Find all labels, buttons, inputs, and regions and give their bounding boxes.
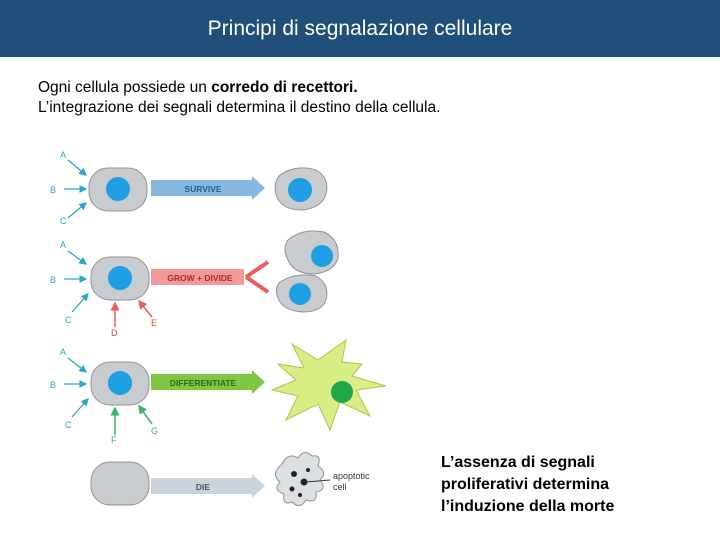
row-differentiate xyxy=(50,340,386,445)
apoptotic-fragment xyxy=(291,471,297,477)
signal-arrow-c xyxy=(72,399,88,417)
intro-line-2: L’integrazione dei segnali determina il destino della cellula. xyxy=(38,99,441,116)
nucleus xyxy=(108,371,132,395)
note-text xyxy=(441,452,681,518)
grow-divide-label: GROW + DIVIDE xyxy=(167,273,233,283)
cell xyxy=(91,462,149,505)
signal-arrow-a xyxy=(68,251,86,264)
nucleus xyxy=(331,381,353,403)
nucleus xyxy=(106,177,130,201)
row-die xyxy=(91,452,370,505)
cell-signaling-diagram xyxy=(0,140,420,520)
signal-arrow-c xyxy=(72,294,88,312)
nucleus xyxy=(108,266,132,290)
apoptotic-fragment xyxy=(306,468,310,472)
apoptotic-cell xyxy=(275,452,323,505)
signal-arrow-c xyxy=(68,203,86,218)
signal-arrow-a xyxy=(68,160,86,175)
signal-label-a: A xyxy=(60,347,67,357)
apoptotic-label-line-2: cell xyxy=(333,482,347,492)
note-line-2: proliferativi determina xyxy=(441,476,610,493)
divide-arrow-up xyxy=(246,262,268,277)
divide-arrow-down xyxy=(246,277,268,292)
signal-arrow-a xyxy=(68,358,86,372)
nucleus xyxy=(311,245,333,267)
signal-label-c: C xyxy=(60,216,67,226)
intro-text xyxy=(38,78,698,118)
signal-label-c: C xyxy=(65,315,72,325)
signal-label-d: D xyxy=(111,328,118,338)
signal-label-b: B xyxy=(50,275,57,285)
intro-line-1 xyxy=(38,78,698,98)
die-label: DIE xyxy=(195,482,211,492)
title-bar xyxy=(0,0,720,57)
signal-arrow-e xyxy=(139,301,152,317)
apoptotic-label-line-1: apoptotic xyxy=(333,471,370,481)
signal-label-a: A xyxy=(60,150,67,160)
signal-label-a: A xyxy=(60,240,67,250)
apoptotic-fragment xyxy=(290,487,295,492)
differentiated-cell xyxy=(272,340,386,430)
apoptotic-fragment xyxy=(298,493,302,497)
signal-label-b: B xyxy=(50,185,57,195)
signal-arrow-g xyxy=(139,406,152,424)
signal-label-b: B xyxy=(50,380,57,390)
note-line-3: l’induzione della morte xyxy=(441,498,615,515)
note-line-1: L’assenza di segnali xyxy=(441,454,595,471)
nucleus xyxy=(289,283,311,305)
page-title: Principi di segnalazione cellulare xyxy=(207,17,513,40)
signal-label-c: C xyxy=(65,420,72,430)
signal-label-g: G xyxy=(151,426,159,436)
signal-label-e: E xyxy=(151,318,158,328)
signal-label-f: F xyxy=(111,435,117,445)
intro-line-1-bold: corredo di recettori. xyxy=(211,79,358,96)
survive-label: SURVIVE xyxy=(184,184,222,194)
intro-line-1-prefix: Ogni cellula possiede un xyxy=(38,79,212,96)
row-grow-divide xyxy=(50,231,338,338)
row-survive xyxy=(50,150,327,226)
differentiate-label: DIFFERENTIATE xyxy=(169,378,237,388)
nucleus xyxy=(288,178,312,202)
